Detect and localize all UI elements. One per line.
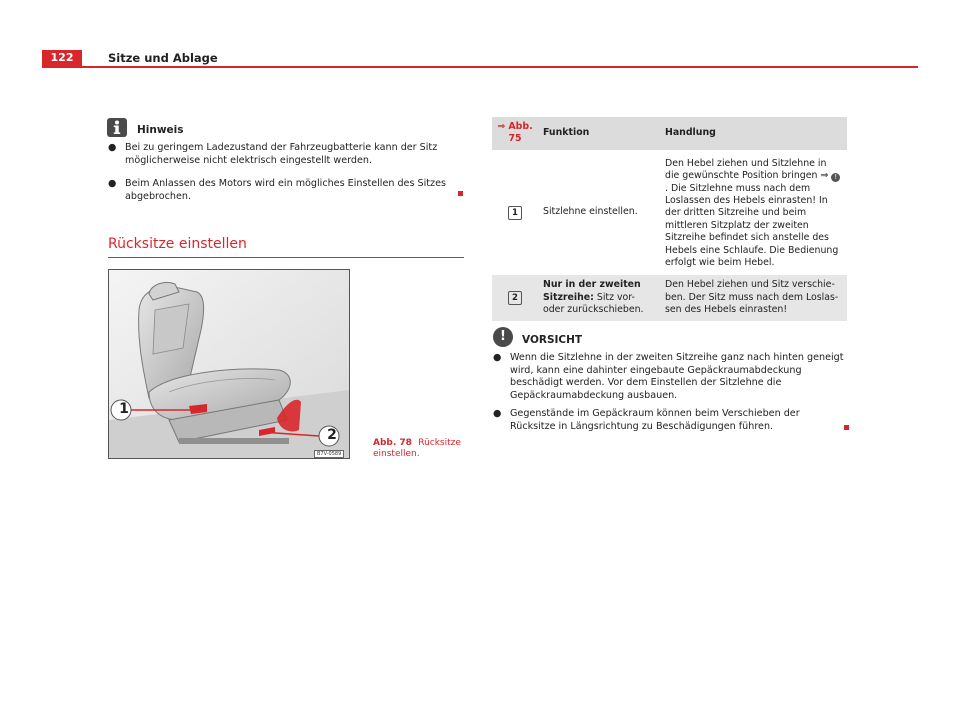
info-icon [107, 118, 127, 137]
funktion-text: Sitz vor- oder zurückschieben. [543, 291, 644, 316]
handlung-text: Den Hebel ziehen und Sitzlehne in die gewünschte Position bringen ⇒ [665, 157, 829, 182]
funktion-cell [538, 150, 660, 276]
hinweis-item-text: Beim Anlassen des Motors wird ein mögliches Einstellen des Sitzes abgebrochen. [125, 178, 446, 202]
funktion-text: Sitzlehne einstellen. [543, 206, 638, 218]
figure-caption-label: Abb. 78 [373, 438, 412, 448]
vorsicht-item [493, 408, 848, 433]
header-rule [42, 66, 918, 68]
warning-ref-icon[interactable]: ! [831, 173, 840, 182]
handlung-text-cont: . Die Sitzlehne muss nach dem Loslassen des Hebels einrasten! In der dritten Sitzreihe und beim mittleren Sitzplatz der zweiten Sitzreihe befindet sich anstelle des Hebels eine Schlaufe. Die Bedienung erfolgt wie beim Hebel. [665, 182, 839, 269]
table-row [492, 150, 847, 276]
seat-drawing [109, 270, 349, 458]
page-number: 122 [42, 50, 82, 66]
figure-code: B7V-0589 [314, 450, 344, 458]
bullet: ● [108, 178, 117, 189]
row-number: 1 [508, 206, 522, 220]
seat-illustration [108, 269, 350, 459]
vorsicht-title: VORSICHT [522, 334, 583, 346]
bullet: ● [493, 408, 502, 419]
section-rule [108, 257, 464, 258]
hinweis-item [108, 142, 464, 167]
bullet: ● [108, 142, 117, 153]
funktion-cell [538, 275, 660, 320]
handlung-cell [660, 150, 847, 276]
vorsicht-item-text: Gegenstände im Gepäckraum können beim Verschieben der Rücksitze in Längsrichtung zu Beschädigungen führen. [510, 408, 800, 432]
table-header-handlung: Handlung [660, 117, 847, 150]
end-marker [844, 425, 849, 430]
hinweis-title: Hinweis [137, 124, 184, 136]
bullet: ● [493, 352, 502, 363]
handlung-cell [660, 275, 847, 320]
table-row [492, 275, 847, 320]
vorsicht-item-text: Wenn die Sitzlehne in der zweiten Sitzreihe ganz nach hinten geneigt wird, kann eine dahinter eingebaute Gepäckraumabdeckung beschädigt werden. Vor dem Einstellen der Sitzlehne die Gepäckraumabdeckung ausbauen. [510, 352, 844, 401]
vorsicht-item [493, 352, 848, 402]
hinweis-item-text: Bei zu geringem Ladezustand der Fahrzeugbatterie kann der Sitz möglicherweise nicht elektrisch eingestellt werden. [125, 142, 438, 166]
function-table [492, 117, 847, 321]
row-number: 2 [508, 291, 522, 305]
callout-2: 2 [327, 427, 337, 443]
figure-caption [373, 438, 463, 460]
callout-1: 1 [119, 401, 129, 417]
row-number-cell [492, 275, 538, 320]
table-header-funktion: Funktion [538, 117, 660, 150]
table-header-reference[interactable]: ⇒ Abb. 75 [492, 117, 538, 150]
end-marker [458, 191, 463, 196]
row-number-cell [492, 150, 538, 276]
handlung-text: Den Hebel ziehen und Sitz verschieben. Der Sitz muss nach dem Loslassen des Hebels einrasten! [665, 279, 839, 316]
hinweis-item [108, 178, 464, 203]
running-head: Sitze und Ablage [108, 51, 218, 65]
warning-icon: ! [493, 327, 513, 347]
figure-caption-text: Rücksitze einstellen. [373, 438, 461, 459]
section-title: Rücksitze einstellen [108, 236, 247, 252]
funktion-bold-text: Nur in der zweiten Sitzreihe: [543, 279, 641, 303]
